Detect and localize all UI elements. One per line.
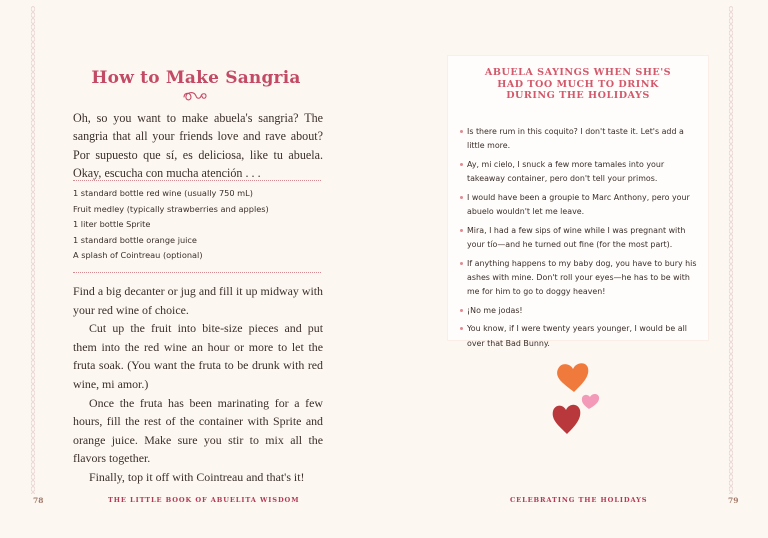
bullet-icon	[460, 196, 463, 199]
saying-text: Ay, mi cielo, I snuck a few more tamales into your takeaway container, pero don't tell your primos.	[467, 159, 665, 184]
saying-item	[460, 224, 700, 252]
bullet-icon	[460, 309, 463, 312]
sidebar-title-line: HAD TOO MUCH TO DRINK	[497, 78, 659, 90]
ingredient-list	[73, 186, 323, 264]
saying-text: Is there rum in this coquito? I don't taste it. Let's add a little more.	[467, 127, 684, 151]
method-step: Cut up the fruit into bite-size pieces and put them into the red wine an hour or more to let the fruta soak. (You want the fruta to be drunk with red wine, mi amor.)	[73, 321, 323, 391]
bullet-icon	[460, 262, 463, 265]
running-head-left: THE LITTLE BOOK OF ABUELITA WISDOM	[108, 496, 300, 504]
method-step: Once the fruta has been marinating for a few hours, fill the rest of the container with Sprite and orange juice. Make sure you stir to mix all the flavors together.	[73, 395, 323, 466]
sayings-list	[460, 125, 700, 355]
flourish-ornament-icon	[181, 88, 211, 102]
method-step: Finally, top it off with Cointreau and that's it!	[89, 469, 305, 484]
dotted-divider	[73, 180, 321, 181]
saying-item	[460, 158, 700, 186]
saying-text: I would have been a groupie to Marc Anthony, pero your abuelo wouldn't let me leave.	[467, 192, 690, 217]
saying-text: ¡No me jodas!	[467, 305, 523, 315]
sidebar-title	[448, 67, 708, 102]
saying-item	[460, 257, 700, 300]
red-heart-icon	[553, 405, 581, 434]
dotted-divider	[73, 272, 321, 273]
recipe-title: How to Make Sangria	[91, 68, 301, 88]
chain-border-left	[30, 6, 36, 494]
bullet-icon	[460, 229, 463, 232]
bullet-icon	[460, 327, 463, 330]
saying-text: If anything happens to my baby dog, you have to bury his ashes with mine. Don't roll your eyes—he has to be with me for him to go to doggy heaven!	[467, 258, 697, 297]
saying-item	[460, 125, 700, 153]
ingredient-item: 1 standard bottle red wine (usually 750 mL)	[73, 188, 253, 198]
method-step: Find a big decanter or jug and fill it up midway with your red wine of choice.	[73, 284, 323, 317]
ingredient-item: Fruit medley (typically strawberries and apples)	[73, 203, 269, 214]
recipe-intro: Oh, so you want to make abuela's sangria? The sangria that all your friends love and rave about? Por supuesto que sí, es deliciosa, like tu abuela. Okay, escucha con mucha atención . . .	[73, 111, 323, 181]
sidebar-title-line: ABUELA SAYINGS WHEN SHE'S	[484, 67, 672, 78]
saying-item	[460, 304, 700, 318]
orange-heart-icon	[557, 363, 588, 392]
saying-text: Mira, I had a few sips of wine while I was pregnant with your tío—and he turned out fine (for the most part).	[467, 225, 686, 249]
recipe-method	[73, 282, 323, 487]
pink-heart-icon	[582, 394, 599, 409]
chain-border-right	[728, 6, 734, 494]
ingredient-item: A splash of Cointreau (optional)	[73, 250, 203, 260]
ingredient-item: 1 liter bottle Sprite	[73, 219, 151, 229]
saying-item	[460, 322, 700, 350]
sayings-sidebar-box	[448, 56, 708, 348]
page-number-right: 79	[728, 496, 739, 505]
running-head-right: CELEBRATING THE HOLIDAYS	[510, 496, 648, 504]
bullet-icon	[460, 130, 463, 133]
sidebar-title-line: DURING THE HOLIDAYS	[506, 90, 650, 102]
bullet-icon	[460, 163, 463, 166]
page-number-left: 78	[33, 496, 44, 505]
hearts-illustration-icon	[548, 358, 608, 438]
saying-text: You know, if I were twenty years younger, I would be all over that Bad Bunny.	[467, 324, 687, 348]
saying-item	[460, 191, 700, 219]
ingredient-item: 1 standard bottle orange juice	[73, 234, 197, 245]
